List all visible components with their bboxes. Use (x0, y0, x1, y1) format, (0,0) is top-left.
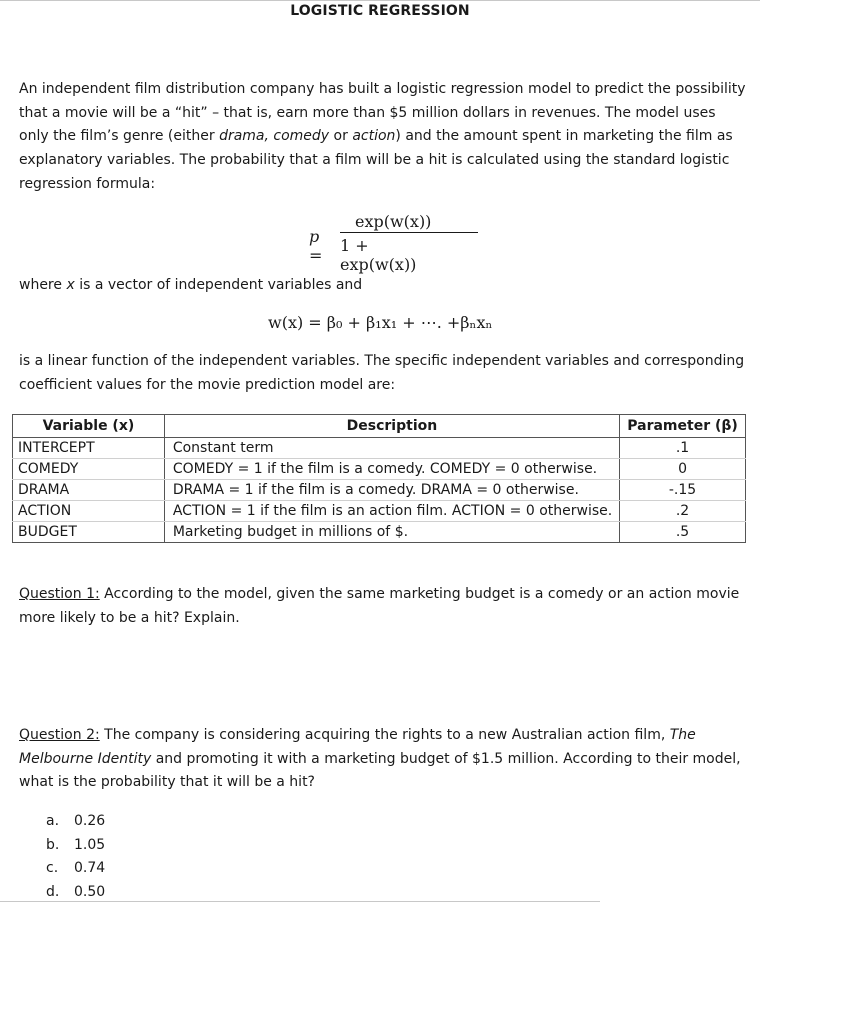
choice-value: 0.26 (74, 813, 106, 829)
cell-parameter: -.15 (620, 480, 746, 501)
where-text: where (19, 277, 67, 293)
cell-variable: ACTION (13, 501, 165, 522)
choice-value: 0.50 (74, 884, 106, 901)
intro-genres: drama, comedy (219, 128, 330, 145)
bottom-divider (0, 901, 600, 902)
cell-parameter: .2 (620, 501, 746, 522)
question-2 (19, 724, 749, 795)
intro-text-2: ) and the amount spent in marketing the film as explanatory variables. The probability that a film will be a hit is calculated using the standard logistic regression formula: (19, 128, 733, 192)
intro-or: or (329, 128, 353, 145)
cell-description: ACTION = 1 if the film is an action film. ACTION = 0 otherwise. (164, 501, 619, 522)
question-2-text-a: The company is considering acquiring the rights to a new Australian action film, (99, 727, 670, 743)
parameter-table (12, 414, 746, 543)
answer-choices (46, 810, 105, 905)
cell-variable: COMEDY (13, 459, 165, 480)
where-x: x (66, 277, 75, 293)
choice-letter: b. (46, 836, 60, 853)
fraction-bar (340, 232, 478, 233)
page-title: LOGISTIC REGRESSION (290, 3, 470, 19)
table-header-row (13, 415, 746, 438)
intro-action: action (352, 128, 396, 145)
cell-parameter: .1 (620, 438, 746, 459)
formula-lhs: p = (309, 227, 323, 265)
choice-letter: c. (46, 860, 59, 877)
cell-variable: DRAMA (13, 480, 165, 501)
cell-parameter: .5 (620, 522, 746, 543)
question-2-text-b: and promoting it with a marketing budget of $1.5 million. According to their model, what is the probability that it will be a hit? (19, 750, 741, 791)
header-variable: Variable (x) (13, 415, 165, 438)
formula-numerator: exp(w(x)) (355, 212, 432, 231)
choice-b[interactable] (46, 834, 105, 858)
choice-a[interactable] (46, 810, 105, 834)
table-row (13, 438, 746, 459)
top-divider (0, 0, 760, 1)
intro-text-1: An independent film distribution company has built a logistic regression model to predict the possibility that a movie will be a “hit” – that is, earn more than $5 million dollars in revenues. The model uses only the film’s genre (either (19, 81, 746, 145)
table-row (13, 501, 746, 522)
cell-description: Constant term (164, 438, 619, 459)
question-1-label: Question 1: (19, 586, 100, 602)
film-title: The Melbourne Identity (19, 727, 696, 767)
table-row (13, 522, 746, 543)
header-parameter: Parameter (β) (620, 415, 746, 438)
question-2-label: Question 2: (19, 727, 100, 743)
where-line (19, 274, 749, 298)
linear-paragraph: is a linear function of the independent variables. The specific independent variables and corresponding coefficient values for the movie prediction model are: (19, 353, 745, 393)
formula-denominator: 1 + exp(w(x)) (340, 236, 417, 274)
cell-description: DRAMA = 1 if the film is a comedy. DRAMA = 0 otherwise. (164, 480, 619, 501)
cell-variable: INTERCEPT (13, 438, 165, 459)
cell-description: COMEDY = 1 if the film is a comedy. COMEDY = 0 otherwise. (164, 459, 619, 480)
where-text-after: is a vector of independent variables and (74, 277, 363, 293)
choice-c[interactable] (46, 857, 105, 881)
cell-parameter: 0 (620, 459, 746, 480)
choice-letter: d. (46, 884, 60, 901)
header-description: Description (164, 415, 619, 438)
choice-value: 0.74 (74, 860, 106, 877)
choice-letter: a. (46, 813, 60, 829)
linear-formula: w(x) = β₀ + β₁x₁ + ⋯. +βₙxₙ (268, 313, 493, 332)
cell-description: Marketing budget in millions of $. (164, 522, 619, 543)
choice-value: 1.05 (74, 836, 106, 853)
table-row (13, 480, 746, 501)
table-row (13, 459, 746, 480)
question-1 (19, 583, 749, 630)
question-1-text: According to the model, given the same marketing budget is a comedy or an action movie more likely to be a hit? Explain. (19, 586, 740, 626)
intro-paragraph (19, 78, 749, 197)
cell-variable: BUDGET (13, 522, 165, 543)
